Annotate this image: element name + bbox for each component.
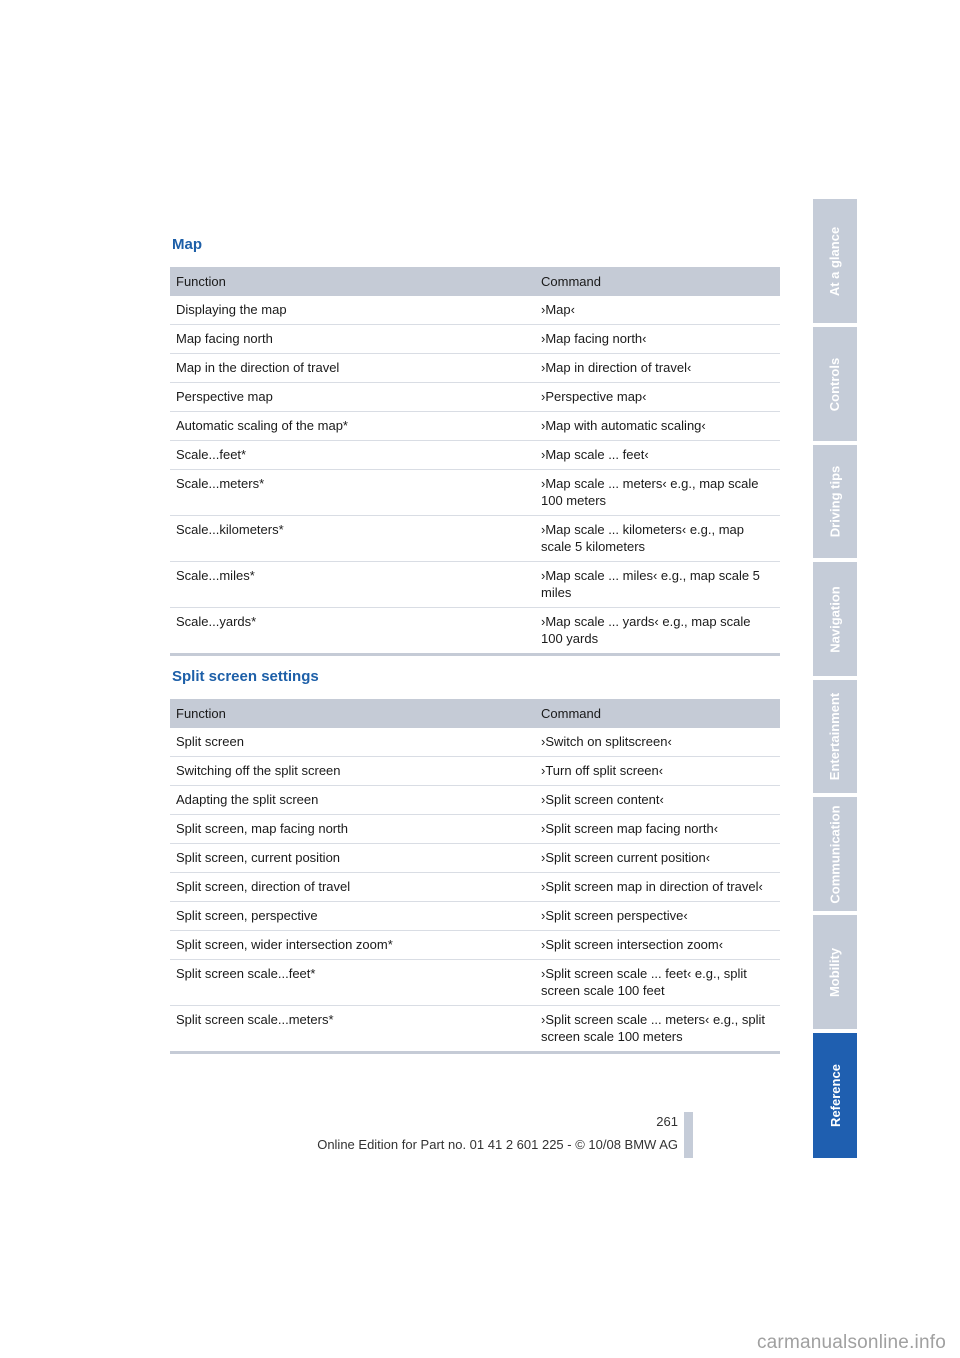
table-row [170,902,780,931]
side-tab-label: Navigation [827,585,843,653]
command-cell: ›Split screen content‹ [535,786,780,815]
command-cell: ›Turn off split screen‹ [535,757,780,786]
side-tab-communication[interactable] [813,797,857,911]
function-cell: Automatic scaling of the map* [170,412,535,441]
footer-edition-text: Online Edition for Part no. 01 41 2 601 225 - © 10/08 BMW AG [317,1137,678,1152]
command-cell: ›Map with automatic scaling‹ [535,412,780,441]
function-cell: Split screen, direction of travel [170,873,535,902]
function-cell: Adapting the split screen [170,786,535,815]
command-cell: ›Map scale ... feet‹ [535,441,780,470]
command-cell: ›Split screen perspective‹ [535,902,780,931]
command-column-header: Command [535,267,780,296]
watermark-text: carmanualsonline.info [756,1332,946,1353]
table-row [170,757,780,786]
side-tab-label: Controls [827,357,843,411]
command-cell: ›Map in direction of travel‹ [535,354,780,383]
command-cell: ›Map scale ... miles‹ e.g., map scale 5 miles [535,562,780,608]
side-tab-mobility[interactable] [813,915,857,1029]
command-cell: ›Split screen map facing north‹ [535,815,780,844]
command-cell: ›Switch on splitscreen‹ [535,728,780,757]
side-tab-driving-tips[interactable] [813,445,857,558]
function-cell: Displaying the map [170,296,535,325]
table-row [170,608,780,655]
side-tab-label: Communication [827,804,843,904]
command-cell: ›Map scale ... yards‹ e.g., map scale 100 yards [535,608,780,655]
side-tab-reference[interactable] [813,1033,857,1158]
command-cell: ›Perspective map‹ [535,383,780,412]
table-header-row [170,267,780,296]
table-row [170,960,780,1006]
function-cell: Split screen scale...feet* [170,960,535,1006]
side-tab-label: At a glance [827,226,843,296]
side-tab-at-a-glance[interactable] [813,199,857,323]
map-table-body [170,296,780,655]
table-row [170,728,780,757]
function-cell: Scale...feet* [170,441,535,470]
table-row [170,844,780,873]
map-section-title: Map [172,236,202,253]
function-cell: Scale...miles* [170,562,535,608]
command-cell: ›Map scale ... kilometers‹ e.g., map scale 5 kilometers [535,516,780,562]
side-tab-label: Driving tips [827,465,843,538]
command-cell: ›Split screen intersection zoom‹ [535,931,780,960]
function-cell: Perspective map [170,383,535,412]
function-column-header: Function [170,699,535,728]
function-cell: Split screen, wider intersection zoom* [170,931,535,960]
page-number: 261 [656,1114,678,1129]
function-cell: Split screen, current position [170,844,535,873]
table-row [170,412,780,441]
function-cell: Map facing north [170,325,535,354]
function-cell: Switching off the split screen [170,757,535,786]
table-row [170,383,780,412]
command-cell: ›Map‹ [535,296,780,325]
command-column-header: Command [535,699,780,728]
function-cell: Scale...meters* [170,470,535,516]
function-cell: Map in the direction of travel [170,354,535,383]
side-tab-label: Entertainment [827,692,843,781]
side-tab-entertainment[interactable] [813,680,857,793]
function-cell: Split screen [170,728,535,757]
table-row [170,470,780,516]
map-command-table [170,267,780,656]
command-cell: ›Split screen scale ... meters‹ e.g., split screen scale 100 meters [535,1006,780,1053]
split-screen-section-title: Split screen settings [172,668,319,685]
table-row [170,562,780,608]
split-screen-command-table [170,699,780,1054]
table-row [170,1006,780,1053]
side-tab-label: Reference [827,1064,843,1127]
footer-divider-bar [684,1112,693,1158]
function-column-header: Function [170,267,535,296]
command-cell: ›Map scale ... meters‹ e.g., map scale 100 meters [535,470,780,516]
function-cell: Scale...yards* [170,608,535,655]
command-cell: ›Map facing north‹ [535,325,780,354]
table-row [170,296,780,325]
side-tab-label: Mobility [827,947,843,997]
split-table-body [170,728,780,1053]
command-cell: ›Split screen current position‹ [535,844,780,873]
table-row [170,873,780,902]
function-cell: Scale...kilometers* [170,516,535,562]
function-cell: Split screen scale...meters* [170,1006,535,1053]
table-row [170,325,780,354]
table-row [170,441,780,470]
command-cell: ›Split screen map in direction of travel‹ [535,873,780,902]
table-row [170,354,780,383]
table-row [170,931,780,960]
side-tab-controls[interactable] [813,327,857,441]
function-cell: Split screen, map facing north [170,815,535,844]
table-header-row [170,699,780,728]
table-row [170,786,780,815]
side-tab-navigation[interactable] [813,562,857,676]
function-cell: Split screen, perspective [170,902,535,931]
command-cell: ›Split screen scale ... feet‹ e.g., split screen scale 100 feet [535,960,780,1006]
table-row [170,815,780,844]
table-row [170,516,780,562]
